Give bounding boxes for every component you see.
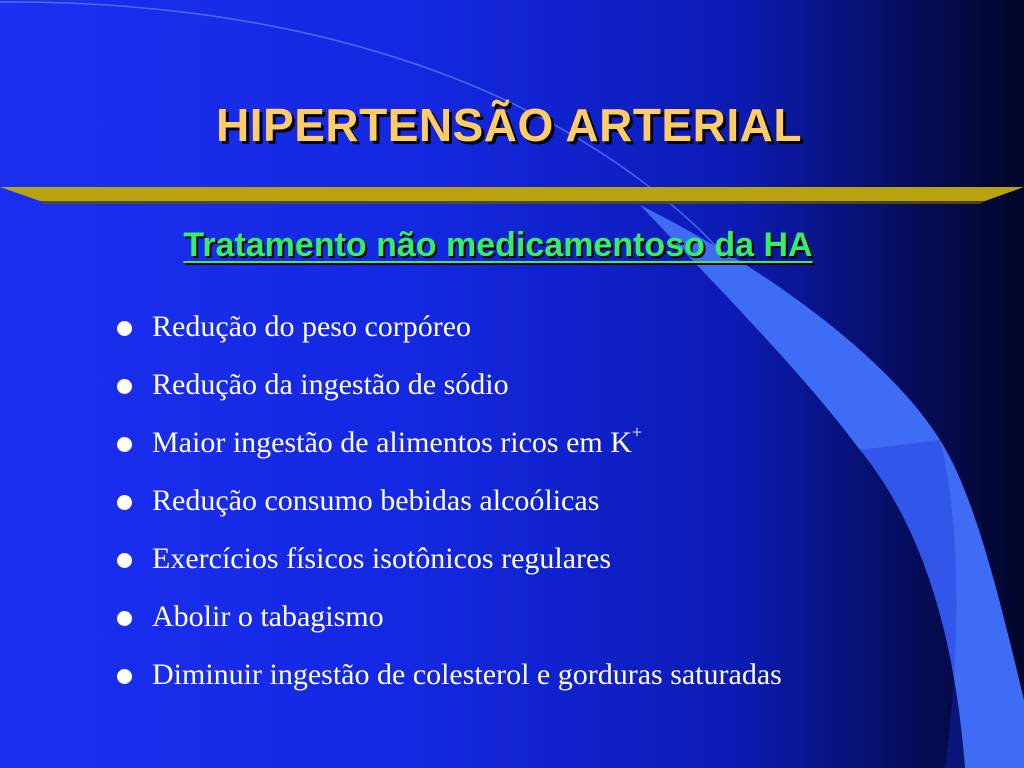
bullet-text: Redução do peso corpóreo	[152, 310, 472, 343]
bullet-item-5	[112, 540, 912, 578]
bullet-text: Abolir o tabagismo	[152, 600, 384, 633]
bullet-item-6	[112, 598, 912, 636]
bullet-dot-icon	[117, 437, 132, 452]
bullet-dot-icon	[117, 669, 132, 684]
bullet-item-3	[112, 424, 912, 462]
bullet-superscript: +	[631, 422, 643, 442]
bullet-item-1	[112, 308, 912, 346]
bullet-text: Diminuir ingestão de colesterol e gorduras saturadas	[152, 658, 782, 691]
bullet-list	[112, 308, 912, 714]
bullet-dot-icon	[117, 553, 132, 568]
slide-subtitle: Tratamento não medicamentoso da HA	[183, 226, 813, 264]
slide-title: HIPERTENSÃO ARTERIAL	[216, 99, 802, 151]
bullet-text: Exercícios físicos isotônicos regulares	[152, 542, 612, 575]
title-divider-bar	[0, 187, 1024, 201]
bullet-text: Maior ingestão de alimentos ricos em K	[152, 426, 632, 459]
bullet-item-7	[112, 656, 912, 694]
bullet-dot-icon	[117, 379, 132, 394]
bullet-dot-icon	[117, 321, 132, 336]
bullet-dot-icon	[117, 611, 132, 626]
bullet-item-4	[112, 482, 912, 520]
bullet-text: Redução consumo bebidas alcoólicas	[152, 484, 600, 517]
title-divider-shadow	[40, 201, 985, 204]
bullet-dot-icon	[117, 495, 132, 510]
bullet-item-2	[112, 366, 912, 404]
bullet-text: Redução da ingestão de sódio	[152, 368, 509, 401]
